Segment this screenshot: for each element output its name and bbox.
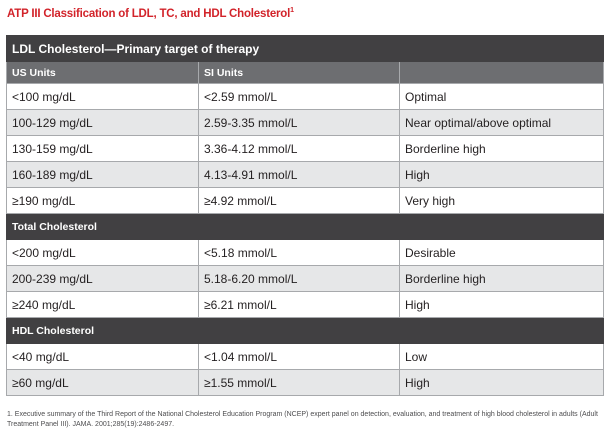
us-value: 200-239 mg/dL bbox=[7, 266, 199, 292]
table-row bbox=[7, 240, 604, 266]
table-row bbox=[7, 110, 604, 136]
tc-section-header: Total Cholesterol bbox=[7, 214, 604, 240]
ldl-banner-row bbox=[7, 36, 604, 62]
col-header-us-units: US Units bbox=[7, 62, 199, 84]
table-row bbox=[7, 162, 604, 188]
si-value: ≥4.92 mmol/L bbox=[199, 188, 400, 214]
classification: High bbox=[400, 370, 604, 396]
classification: Very high bbox=[400, 188, 604, 214]
si-value: <1.04 mmol/L bbox=[199, 344, 400, 370]
tc-section-row bbox=[7, 214, 604, 240]
us-value: 130-159 mg/dL bbox=[7, 136, 199, 162]
classification: High bbox=[400, 162, 604, 188]
table-row bbox=[7, 266, 604, 292]
table-row bbox=[7, 84, 604, 110]
classification: High bbox=[400, 292, 604, 318]
classification: Optimal bbox=[400, 84, 604, 110]
table-row bbox=[7, 188, 604, 214]
units-header-row bbox=[7, 62, 604, 84]
col-header-si-units: SI Units bbox=[199, 62, 400, 84]
us-value: ≥240 mg/dL bbox=[7, 292, 199, 318]
si-value: ≥6.21 mmol/L bbox=[199, 292, 400, 318]
si-value: 2.59-3.35 mmol/L bbox=[199, 110, 400, 136]
classification: Desirable bbox=[400, 240, 604, 266]
table-row bbox=[7, 292, 604, 318]
us-value: ≥60 mg/dL bbox=[7, 370, 199, 396]
si-value: <5.18 mmol/L bbox=[199, 240, 400, 266]
us-value: <100 mg/dL bbox=[7, 84, 199, 110]
classification: Borderline high bbox=[400, 136, 604, 162]
hdl-section-header: HDL Cholesterol bbox=[7, 318, 604, 344]
ldl-banner: LDL Cholesterol—Primary target of therapy bbox=[7, 36, 604, 62]
us-value: ≥190 mg/dL bbox=[7, 188, 199, 214]
us-value: 160-189 mg/dL bbox=[7, 162, 199, 188]
classification: Near optimal/above optimal bbox=[400, 110, 604, 136]
hdl-section-row bbox=[7, 318, 604, 344]
si-value: <2.59 mmol/L bbox=[199, 84, 400, 110]
table-row bbox=[7, 344, 604, 370]
si-value: 3.36-4.12 mmol/L bbox=[199, 136, 400, 162]
page-title: ATP III Classification of LDL, TC, and HDL Cholesterol$^1$ bbox=[7, 7, 294, 20]
classification: Low bbox=[400, 344, 604, 370]
us-value: <40 mg/dL bbox=[7, 344, 199, 370]
si-value: ≥1.55 mmol/L bbox=[199, 370, 400, 396]
classification: Borderline high bbox=[400, 266, 604, 292]
title-reference: 1 bbox=[290, 7, 294, 14]
si-value: 5.18-6.20 mmol/L bbox=[199, 266, 400, 292]
col-header-classification bbox=[400, 62, 604, 84]
si-value: 4.13-4.91 mmol/L bbox=[199, 162, 400, 188]
classification-table bbox=[6, 35, 604, 396]
table-row bbox=[7, 136, 604, 162]
table-row bbox=[7, 370, 604, 396]
us-value: 100-129 mg/dL bbox=[7, 110, 199, 136]
us-value: <200 mg/dL bbox=[7, 240, 199, 266]
footnote: 1. Executive summary of the Third Report of the National Cholesterol Education Program (NCEP) expert panel on detection, evaluation, and treatment of high blood cholesterol in adults (Adult Treatment Panel III). JAMA. 2001;285(19):2486-2497. bbox=[7, 411, 598, 428]
